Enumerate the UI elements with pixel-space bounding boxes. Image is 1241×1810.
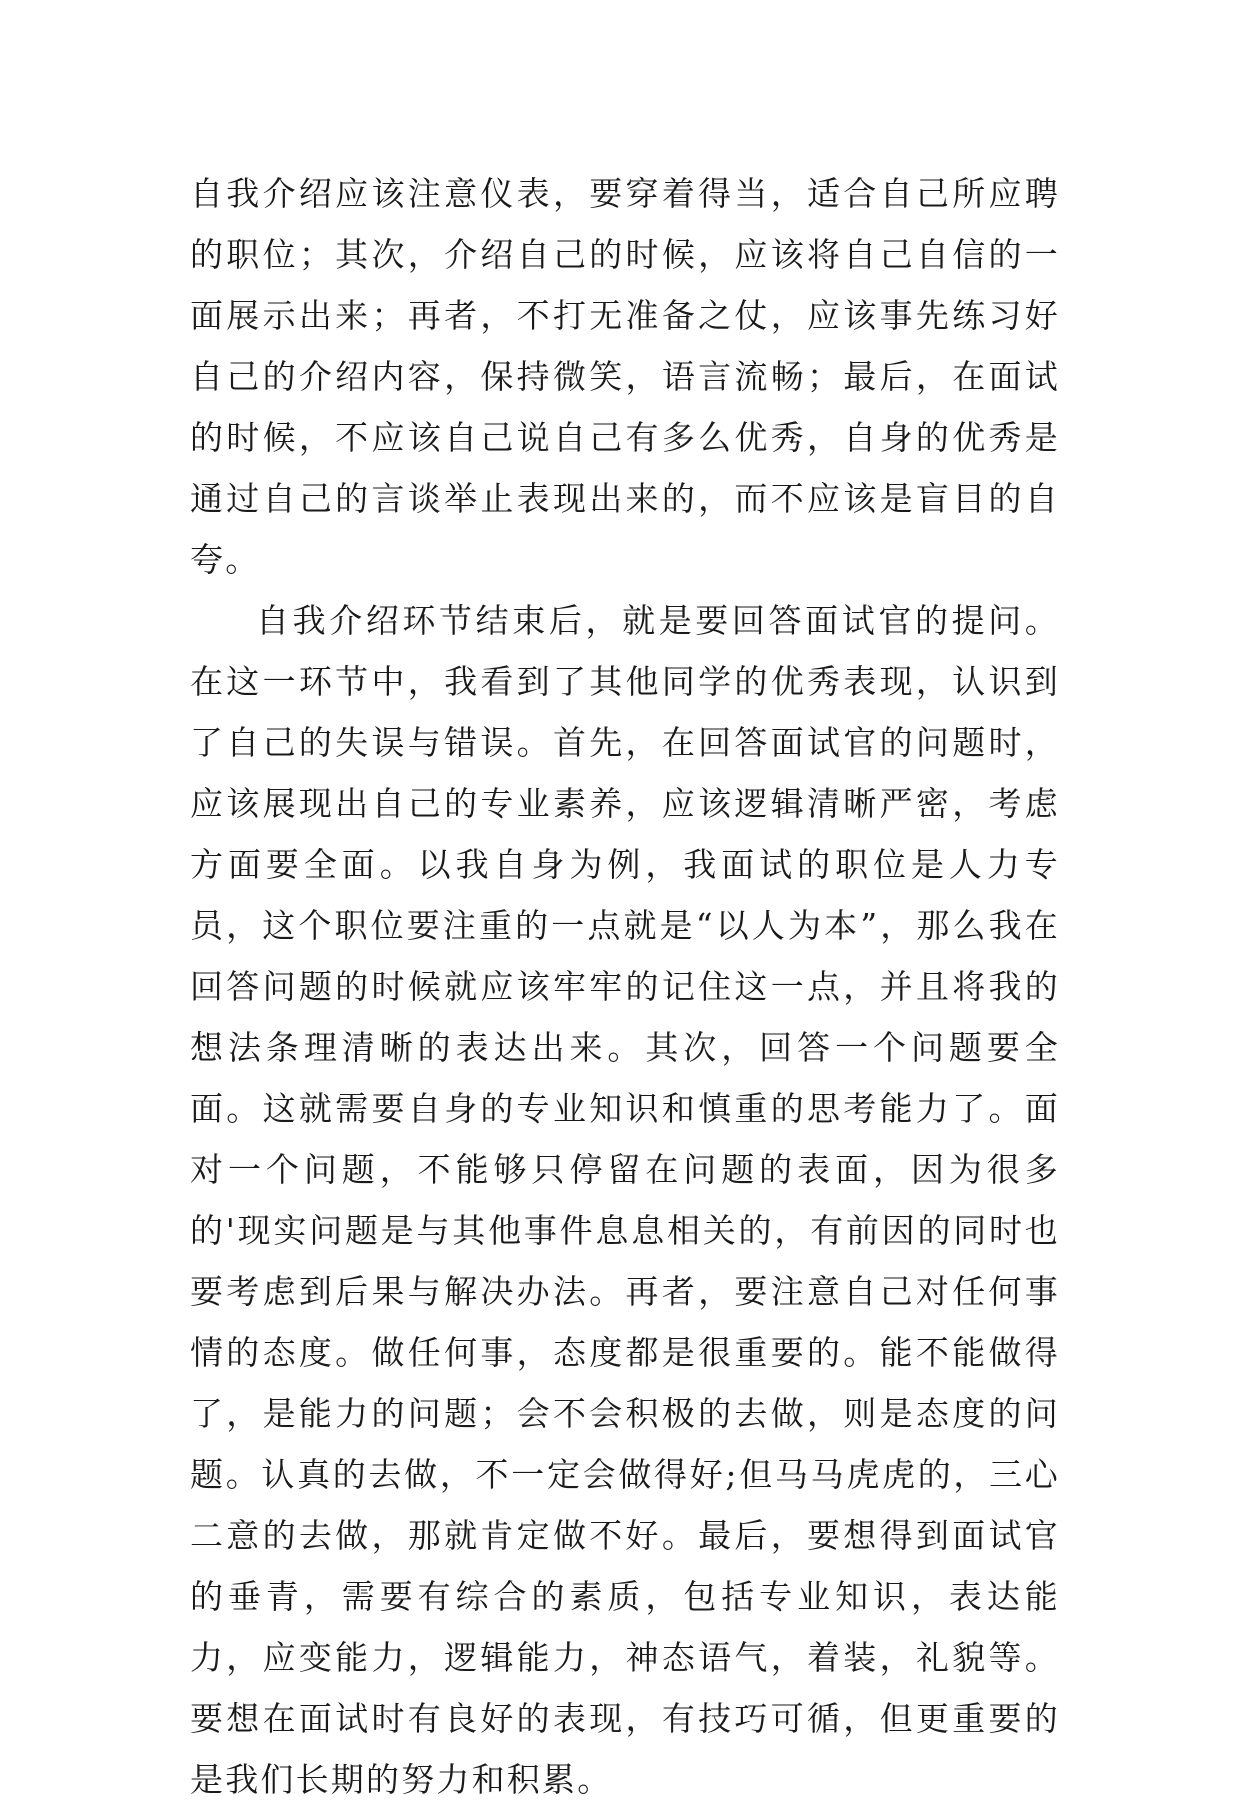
document-body	[190, 163, 1060, 1810]
paragraph-self-introduction: 自我介绍应该注意仪表，要穿着得当，适合自己所应聘的职位；其次，介绍自己的时候，应该将自己自信的一面展示出来；再者，不打无准备之仗，应该事先练习好自己的介绍内容，保持微笑，语言流畅；最后，在面试的时候，不应该自己说自己有多么优秀，自身的优秀是通过自己的言谈举止表现出来的，而不应该是盲目的自夸。	[190, 174, 1060, 579]
paragraph-answering-questions: 自我介绍环节结束后，就是要回答面试官的提问。在这一环节中，我看到了其他同学的优秀表现，认识到了自己的失误与错误。首先，在回答面试官的问题时，应该展现出自己的专业素养，应该逻辑清晰严密，考虑方面要全面。以我自身为例，我面试的职位是人力专员，这个职位要注重的一点就是“以人为本”，那么我在回答问题的时候就应该牢牢的记住这一点，并且将我的想法条理清晰的表达出来。其次，回答一个问题要全面。这就需要自身的专业知识和慎重的思考能力了。面对一个问题，不能够只停留在问题的表面，因为很多的'现实问题是与其他事件息息相关的，有前因的同时也要考虑到后果与解决办法。再者，要注意自己对任何事情的态度。做任何事，态度都是很重要的。能不能做得了，是能力的问题；会不会积极的去做，则是态度的问题。认真的去做，不一定会做得好;但马马虎虎的，三心二意的去做，那就肯定做不好。最后，要想得到面试官的垂青，需要有综合的素质，包括专业知识，表达能力，应变能力，逻辑能力，神态语气，着装，礼貌等。要想在面试时有良好的表现，有技巧可循，但更重要的是我们长期的努力和积累。	[190, 601, 1060, 1799]
